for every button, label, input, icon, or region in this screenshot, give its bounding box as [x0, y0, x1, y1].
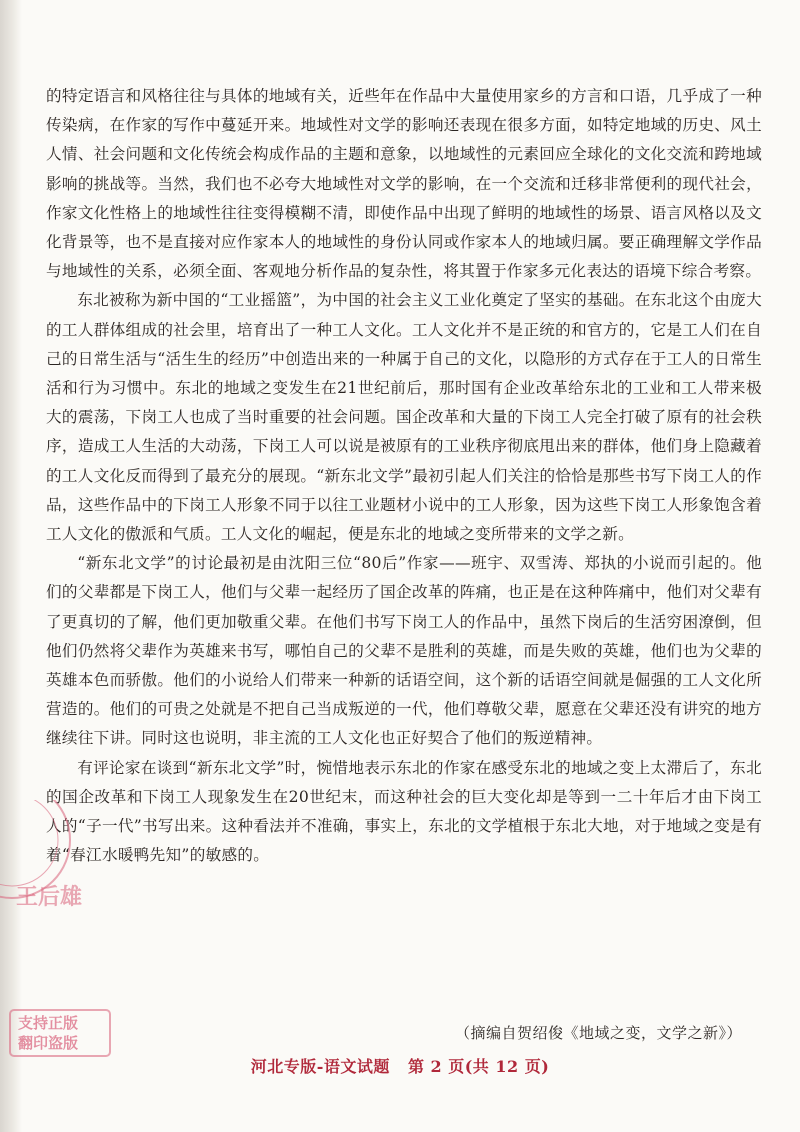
page-number: 第 2 页(共 12 页)	[407, 1057, 550, 1076]
source-citation: （摘编自贺绍俊《地域之变，文学之新》）	[454, 1024, 742, 1042]
paragraph-1: 的特定语言和风格往往与具体的地域有关，近些年在作品中大量使用家乡的方言和口语，几乎成了一种传染病，在作家的写作中蔓延开来。地域性对文学的影响还表现在很多方面，如特定地域的历史、风土人情、社会问题和文化传统会构成作品的主题和意象，以地域性的元素回应全球化的文化交流和跨地域影响的挑战等。当然，我们也不必夸大地域性对文学的影响，在一个交流和迁移非常便利的现代社会，作家文化性格上的地域性往往变得模糊不清，即使作品中出现了鲜明的地域性的场景、语言风格以及文化背景等，也不是直接对应作家本人的地域性的身份认同或作家本人的地域归属。要正确理解文学作品与地域性的关系，必须全面、客观地分析作品的复杂性，将其置于作家多元化表达的语境下综合考察。	[46, 87, 762, 281]
stamp-box	[10, 1010, 110, 1056]
paragraph-4: 有评论家在谈到“新东北文学”时，惋惜地表示东北的作家在感受东北的地域之变上太滞后了，东北的国企改革和下岗工人现象发生在20世纪末，而这种社会的巨大变化却是等到一二十年后才由下岗工人的“子一代”书写出来。这种看法并不准确，事实上，东北的文学植根于东北大地，对于地域之变是有着“春江水暖鸭先知”的敏感的。	[46, 758, 762, 865]
article-body	[46, 82, 762, 870]
paragraph-3: “新东北文学”的讨论最初是由沈阳三位“80后”作家——班宇、双雪涛、郑执的小说而引起的。他们的父辈都是下岗工人，他们与父辈一起经历了国企改革的阵痛，也正是在这种阵痛中，他们对父辈有了更真切的了解，他们更加敬重父辈。在他们书写下岗工人的作品中，虽然下岗后的生活穷困潦倒，但他们仍然将父辈作为英雄来书写，哪怕自己的父辈不是胜利的英雄，而是失败的英雄，他们也为父辈的英雄本色而骄傲。他们的小说给人们带来一种新的话语空间，这个新的话语空间就是倔强的工人文化所营造的。他们的可贵之处就是不把自己当成叛逆的一代，他们尊敬父辈，愿意在父辈还没有讲究的地方继续往下讲。同时这也说明，非主流的工人文化也正好契合了他们的叛逆精神。	[46, 554, 762, 748]
exam-title: 河北专版-语文试题	[250, 1057, 390, 1076]
binding-edge	[0, 0, 22, 1132]
stamp-brand-text: 王后雄	[16, 885, 83, 910]
stamp-line-2: 翻印盗版	[18, 1034, 79, 1052]
page-footer	[0, 1054, 800, 1077]
stamp-line-1: 支持正版	[18, 1014, 79, 1032]
paragraph-2: 东北被称为新中国的“工业摇篮”，为中国的社会主义工业化奠定了坚实的基础。在东北这个由庞大的工人群体组成的社会里，培育出了一种工人文化。工人文化并不是正统的和官方的，它是工人们在自己的日常生活与“活生生的经历”中创造出来的一种属于自己的文化，以隐形的方式存在于工人的日常生活和行为习惯中。东北的地域之变发生在21世纪前后，那时国有企业改革给东北的工业和工人带来极大的震荡，下岗工人也成了当时重要的社会问题。国企改革和大量的下岗工人完全打破了原有的社会秩序，造成工人生活的大动荡，下岗工人可以说是被原有的工业秩序彻底甩出来的群体，他们身上隐藏着的工人文化反而得到了最充分的展现。“新东北文学”最初引起人们关注的恰恰是那些书写下岗工人的作品，这些作品中的下岗工人形象不同于以往工业题材小说中的工人形象，因为这些下岗工人形象饱含着工人文化的傲派和气质。工人文化的崛起，便是东北的地域之变所带来的文学之新。	[46, 291, 762, 544]
